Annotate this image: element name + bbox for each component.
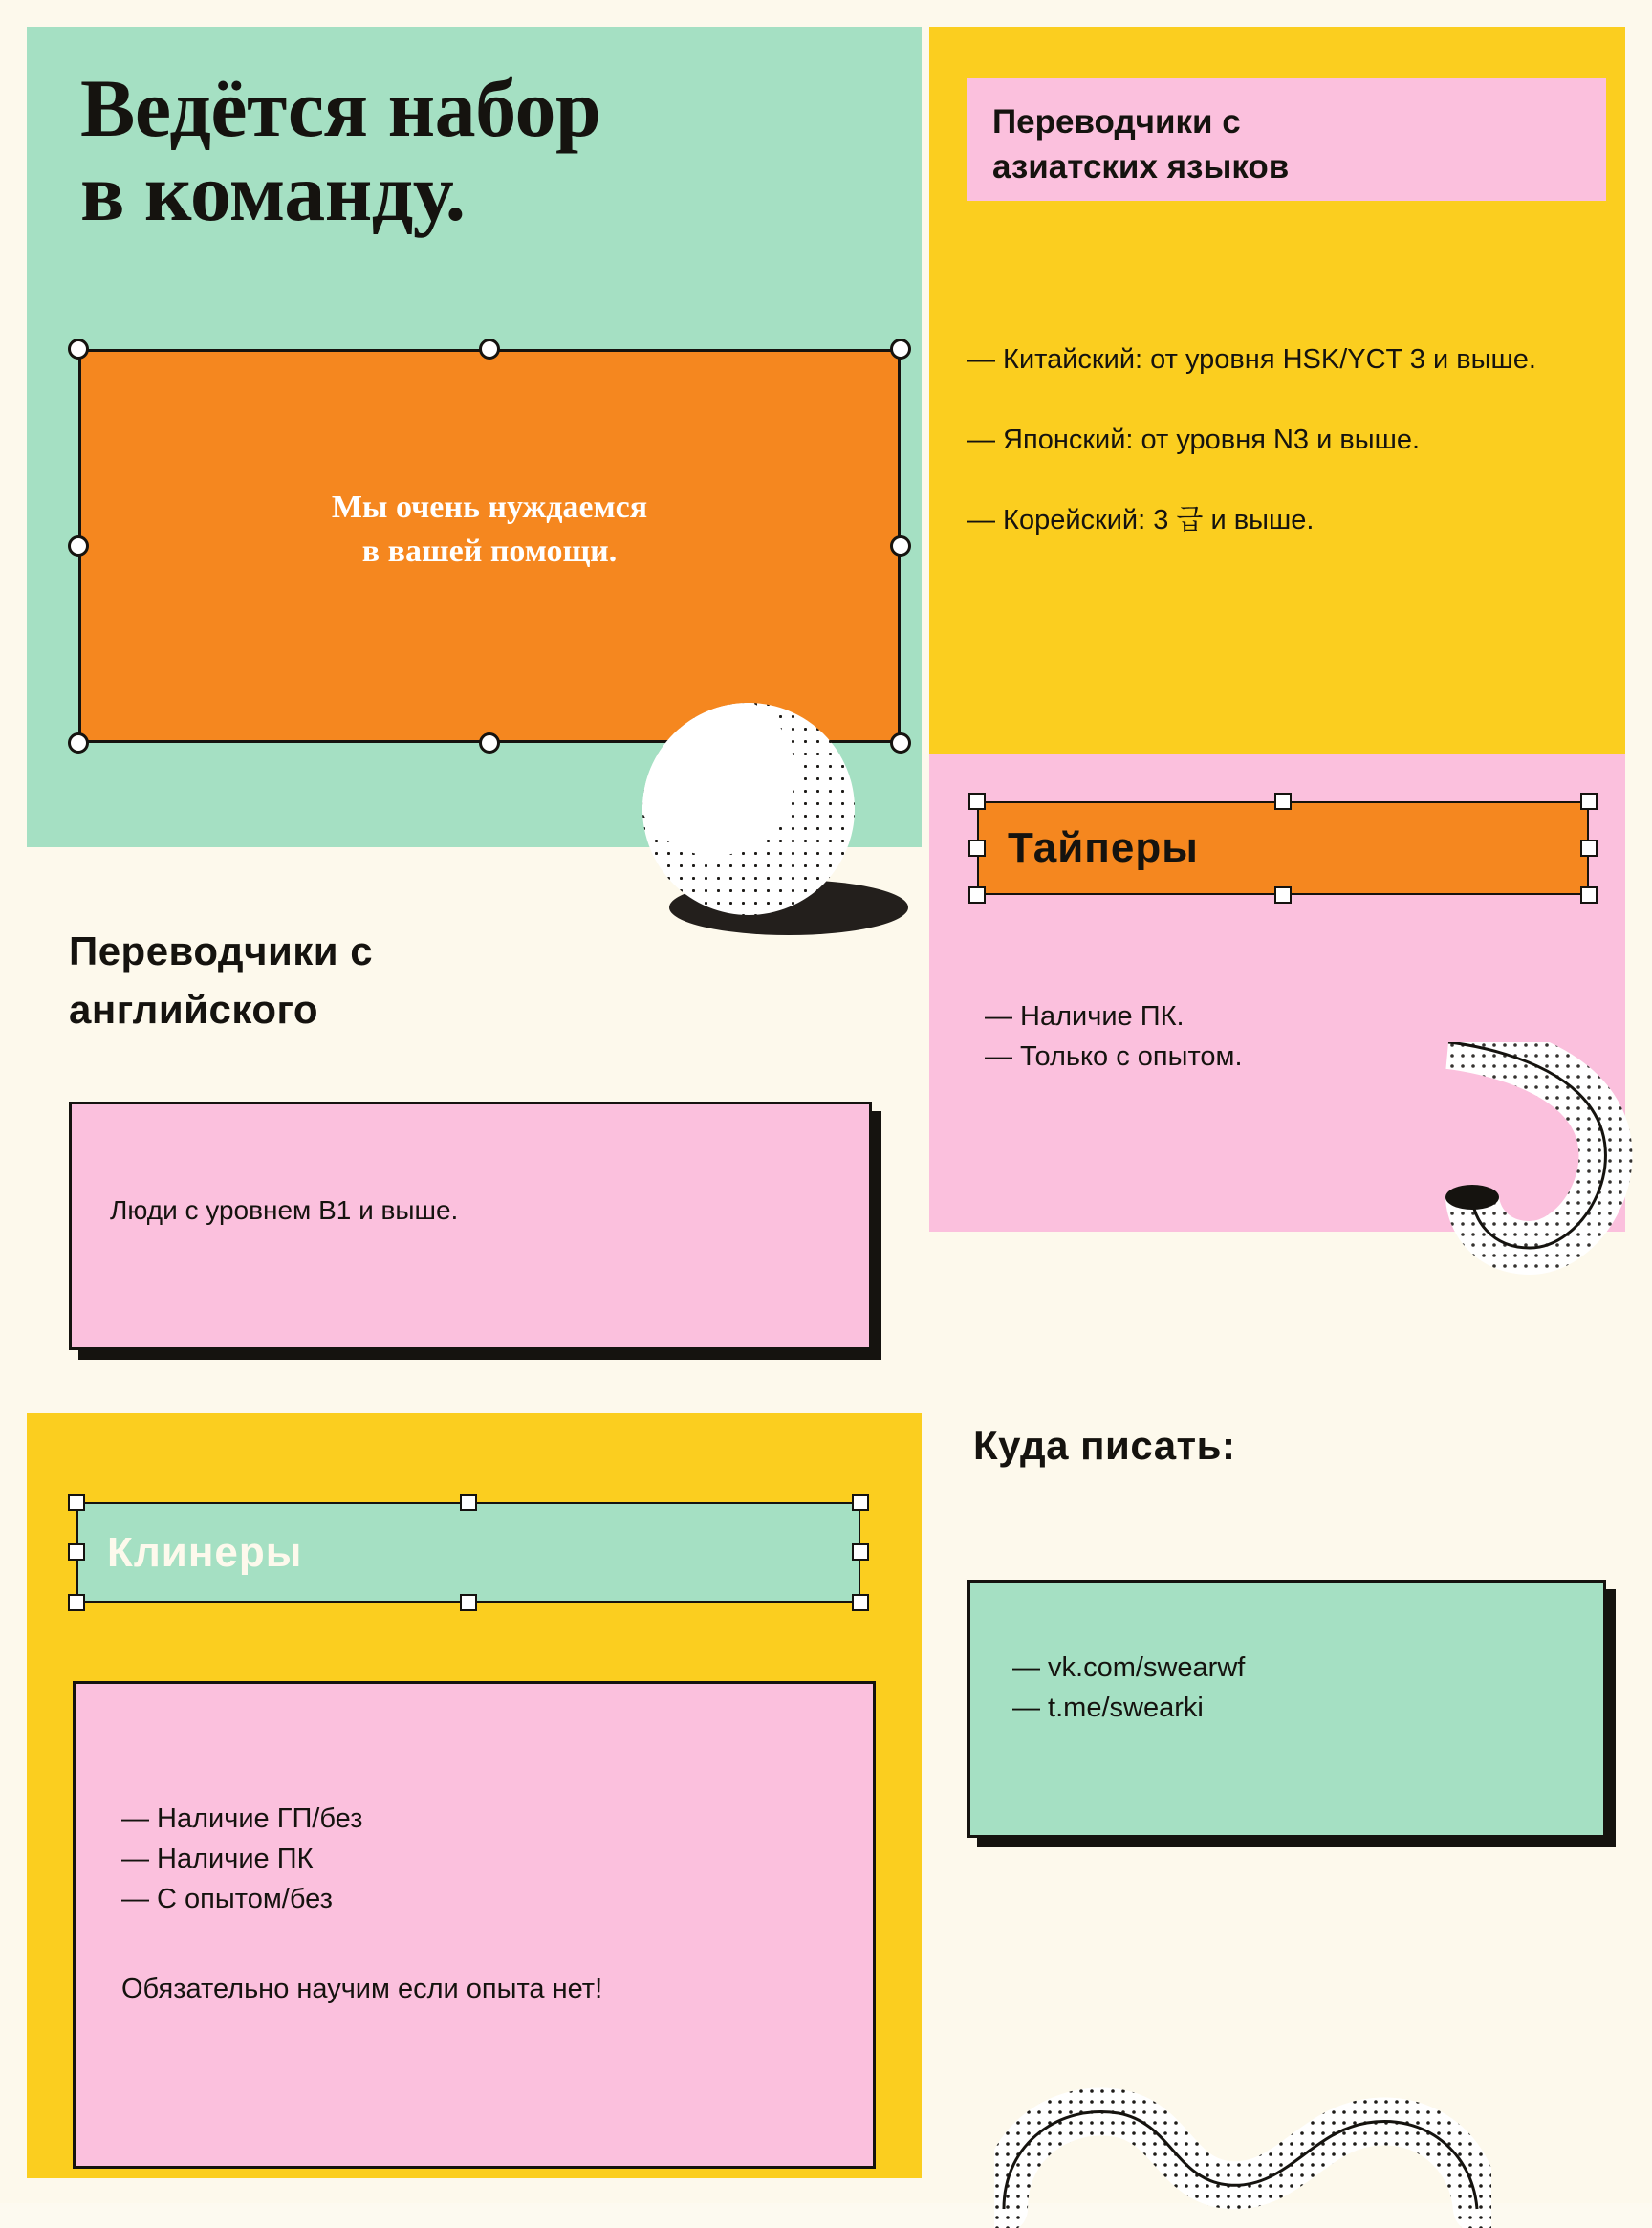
english-title-line-1: Переводчики с <box>69 928 374 973</box>
typers-handle-top-left[interactable] <box>968 793 986 810</box>
resize-handle-bottom-left[interactable] <box>68 732 89 754</box>
cleaners-handle-bottom-left[interactable] <box>68 1594 85 1611</box>
sphere-decoration <box>642 703 855 915</box>
hero-text <box>81 486 898 574</box>
typers-item: — Наличие ПК. <box>985 1001 1185 1032</box>
typers-handle-top-right[interactable] <box>1580 793 1598 810</box>
page-title <box>80 62 864 238</box>
cleaners-item: — С опытом/без <box>121 1884 333 1915</box>
resize-handle-middle-left[interactable] <box>68 535 89 557</box>
cleaners-item: — Наличие ПК <box>121 1844 314 1875</box>
asian-requirements-list <box>967 339 1618 540</box>
typers-handle-bottom-left[interactable] <box>968 886 986 904</box>
resize-handle-bottom-right[interactable] <box>890 732 911 754</box>
asian-item: — Японский: от уровня N3 и выше. <box>967 425 1421 456</box>
english-section-title <box>69 923 681 1039</box>
resize-handle-top-right[interactable] <box>890 339 911 360</box>
contact-item[interactable]: — t.me/swearki <box>1012 1693 1204 1724</box>
typers-label: Тайперы <box>1008 824 1199 871</box>
cleaners-handle-middle-right[interactable] <box>852 1543 869 1561</box>
cleaners-handle-top-right[interactable] <box>852 1494 869 1511</box>
hero-line-1: Мы очень нуждаемся <box>331 490 648 525</box>
cleaners-handle-top-left[interactable] <box>68 1494 85 1511</box>
cleaners-handle-top-center[interactable] <box>460 1494 477 1511</box>
typers-handle-middle-left[interactable] <box>968 840 986 857</box>
english-requirements-text: Люди с уровнем B1 и выше. <box>110 1195 459 1225</box>
typers-handle-top-center[interactable] <box>1274 793 1292 810</box>
contacts-section-title: Куда писать: <box>973 1423 1236 1468</box>
cleaners-handle-bottom-center[interactable] <box>460 1594 477 1611</box>
typers-handle-bottom-right[interactable] <box>1580 886 1598 904</box>
typers-item: — Только с опытом. <box>985 1041 1243 1073</box>
resize-handle-top-left[interactable] <box>68 339 89 360</box>
asian-title-line-1: Переводчики с <box>992 103 1241 141</box>
english-requirements-box <box>69 1102 872 1350</box>
hero-orange-box[interactable] <box>78 349 901 743</box>
asian-item: — Китайский: от уровня HSK/YCT 3 и выше. <box>967 344 1536 375</box>
english-title-line-2: английского <box>69 986 319 1032</box>
typers-handle-middle-right[interactable] <box>1580 840 1598 857</box>
typers-label-box[interactable] <box>977 801 1589 895</box>
cleaners-requirements-box <box>73 1681 876 2169</box>
asian-title-line-2: азиатских языков <box>992 148 1290 186</box>
headline-line-1: Ведётся набор <box>80 62 601 154</box>
squiggle-decoration <box>994 2046 1491 2228</box>
resize-handle-bottom-center[interactable] <box>479 732 500 754</box>
resize-handle-middle-right[interactable] <box>890 535 911 557</box>
cleaners-note: Обязательно научим если опыта нет! <box>121 1974 603 2005</box>
cleaners-handle-bottom-right[interactable] <box>852 1594 869 1611</box>
typers-handle-bottom-center[interactable] <box>1274 886 1292 904</box>
asian-section-title-box <box>967 78 1606 201</box>
contacts-box <box>967 1580 1606 1838</box>
cleaners-item: — Наличие ГП/без <box>121 1803 363 1834</box>
cleaners-label-box[interactable] <box>76 1502 860 1603</box>
headline-line-2: в команду. <box>80 145 466 238</box>
cleaners-handle-middle-left[interactable] <box>68 1543 85 1561</box>
hero-line-2: в вашей помощи. <box>361 533 618 569</box>
asian-item: — Корейский: 3 급 и выше. <box>967 505 1315 536</box>
cleaners-label: Клинеры <box>107 1528 303 1576</box>
hook-decoration <box>1439 1042 1652 1329</box>
contact-item[interactable]: — vk.com/swearwf <box>1012 1652 1246 1683</box>
resize-handle-top-center[interactable] <box>479 339 500 360</box>
